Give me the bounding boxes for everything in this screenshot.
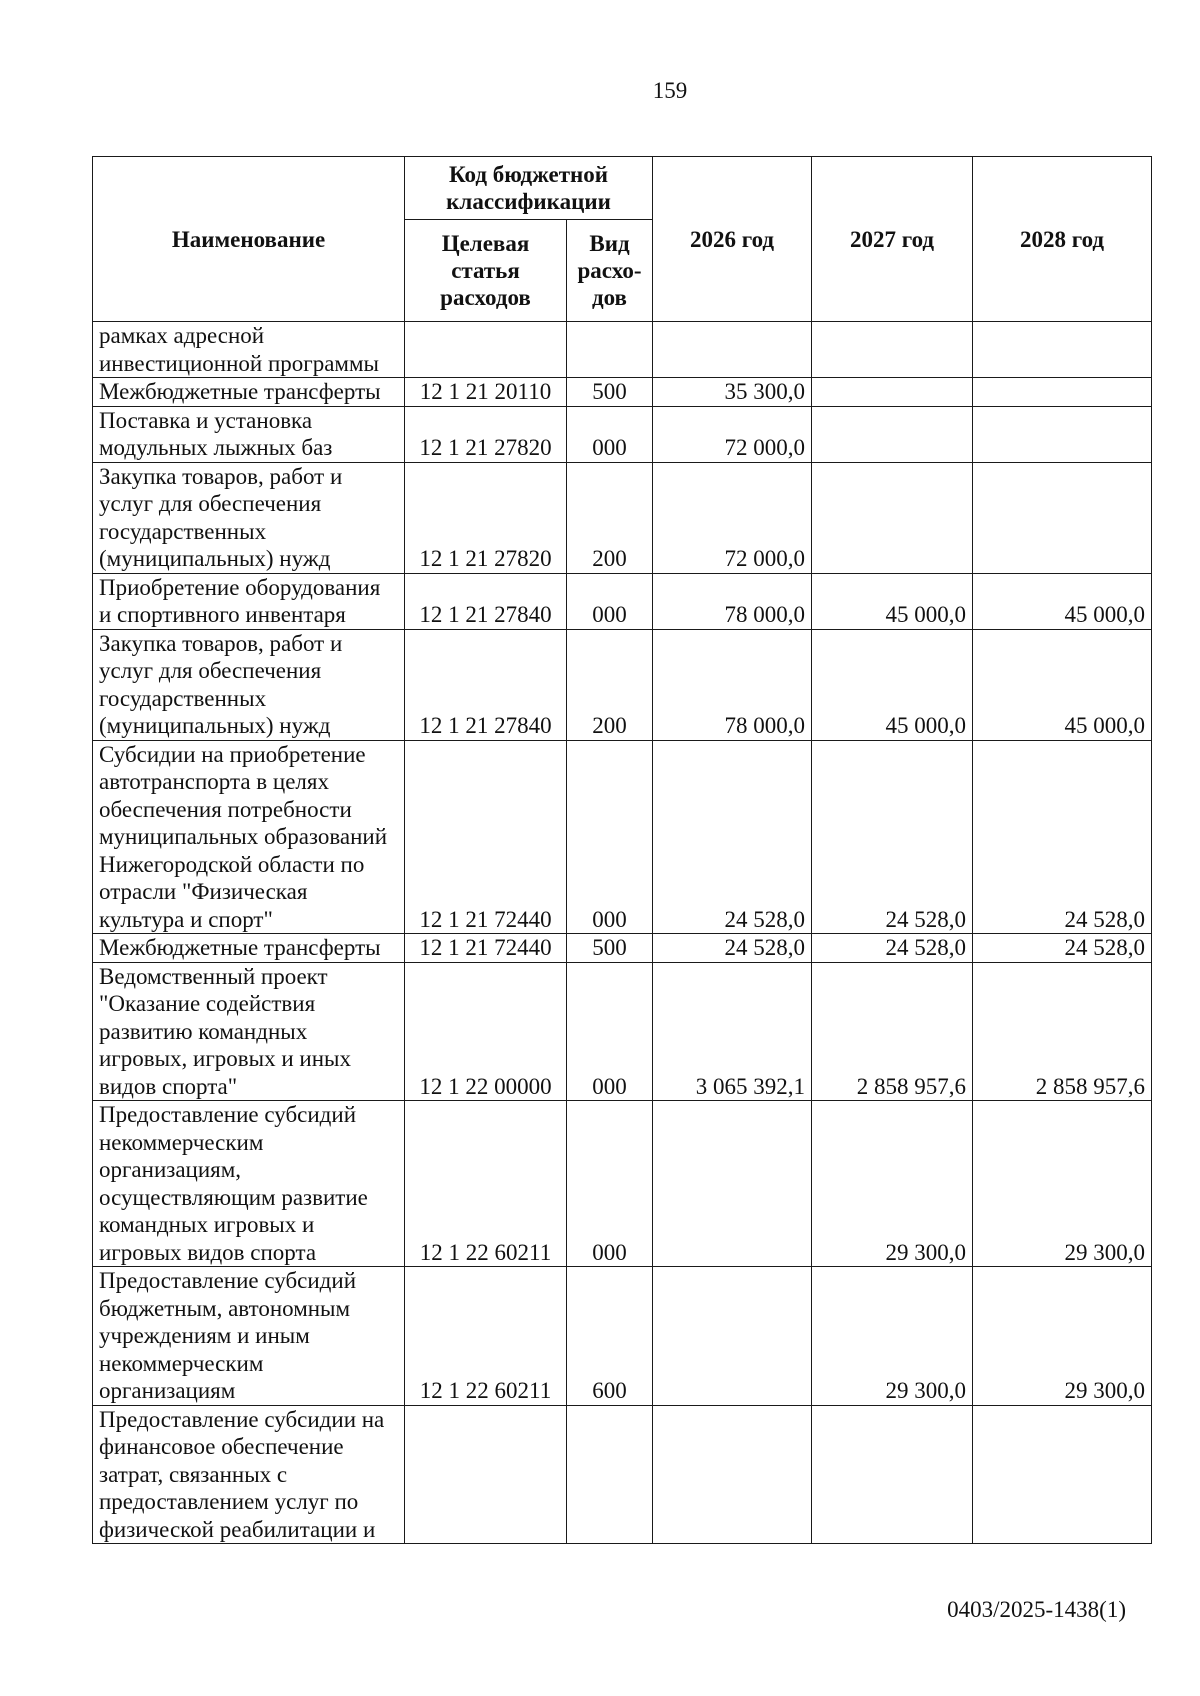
cell-2026 bbox=[653, 1267, 812, 1406]
page-number: 159 bbox=[652, 78, 688, 103]
cell-2026: 3 065 392,1 bbox=[653, 962, 812, 1101]
cell-2028 bbox=[973, 1405, 1152, 1544]
cell-2027: 29 300,0 bbox=[812, 1267, 973, 1406]
cell-target-code: 12 1 21 72440 bbox=[405, 934, 567, 963]
cell-target-code bbox=[405, 322, 567, 378]
cell-target-code: 12 1 21 27820 bbox=[405, 406, 567, 462]
cell-expense-kind: 600 bbox=[567, 1267, 653, 1406]
cell-2028: 2 858 957,6 bbox=[973, 962, 1152, 1101]
cell-2027: 45 000,0 bbox=[812, 573, 973, 629]
table-row bbox=[93, 378, 1152, 407]
header-2028: 2028 год bbox=[973, 157, 1152, 322]
cell-2027: 24 528,0 bbox=[812, 740, 973, 934]
cell-name: Межбюджетные трансферты bbox=[93, 934, 405, 963]
cell-2026: 24 528,0 bbox=[653, 934, 812, 963]
table-row bbox=[93, 962, 1152, 1101]
cell-2026 bbox=[653, 1101, 812, 1267]
budget-table bbox=[92, 156, 1152, 1544]
cell-2028: 29 300,0 bbox=[973, 1101, 1152, 1267]
cell-target-code: 12 1 21 27820 bbox=[405, 462, 567, 573]
cell-expense-kind: 000 bbox=[567, 962, 653, 1101]
cell-2027: 45 000,0 bbox=[812, 629, 973, 740]
cell-2028: 45 000,0 bbox=[973, 629, 1152, 740]
cell-target-code: 12 1 22 00000 bbox=[405, 962, 567, 1101]
header-kind: Вид расхо-дов bbox=[567, 220, 653, 322]
cell-2028: 24 528,0 bbox=[973, 934, 1152, 963]
cell-2026 bbox=[653, 322, 812, 378]
cell-name: Межбюджетные трансферты bbox=[93, 378, 405, 407]
table-row bbox=[93, 740, 1152, 934]
cell-expense-kind: 200 bbox=[567, 462, 653, 573]
table-row bbox=[93, 462, 1152, 573]
cell-target-code: 12 1 21 20110 bbox=[405, 378, 567, 407]
cell-2028: 29 300,0 bbox=[973, 1267, 1152, 1406]
header-name: Наименование bbox=[93, 157, 405, 322]
cell-name: Предоставление субсидии на финансовое обеспечение затрат, связанных с предоставлением услуг по физической реабилитации и bbox=[93, 1405, 405, 1544]
cell-2026 bbox=[653, 1405, 812, 1544]
cell-target-code: 12 1 22 60211 bbox=[405, 1101, 567, 1267]
cell-2026: 78 000,0 bbox=[653, 629, 812, 740]
cell-2026: 72 000,0 bbox=[653, 406, 812, 462]
cell-expense-kind: 000 bbox=[567, 406, 653, 462]
cell-target-code bbox=[405, 1405, 567, 1544]
cell-expense-kind bbox=[567, 1405, 653, 1544]
cell-target-code: 12 1 21 27840 bbox=[405, 629, 567, 740]
header-target: Целевая статья расходов bbox=[405, 220, 567, 322]
cell-name: Предоставление субсидий некоммерческим организациям, осуществляющим развитие командных игровых и игровых видов спорта bbox=[93, 1101, 405, 1267]
table-row bbox=[93, 406, 1152, 462]
cell-2027 bbox=[812, 378, 973, 407]
table-row bbox=[93, 322, 1152, 378]
table-row bbox=[93, 934, 1152, 963]
cell-name: Субсидии на приобретение автотранспорта в целях обеспечения потребности муниципальных образований Нижегородской области по отрасли "Физическая культура и спорт" bbox=[93, 740, 405, 934]
cell-name: рамках адресной инвестиционной программы bbox=[93, 322, 405, 378]
cell-2028: 45 000,0 bbox=[973, 573, 1152, 629]
cell-expense-kind: 000 bbox=[567, 1101, 653, 1267]
document-id: 0403/2025-1438(1) bbox=[947, 1597, 1126, 1622]
header-2026: 2026 год bbox=[653, 157, 812, 322]
cell-expense-kind: 000 bbox=[567, 740, 653, 934]
cell-2027: 24 528,0 bbox=[812, 934, 973, 963]
cell-name: Ведомственный проект "Оказание содействия развитию командных игровых, игровых и иных видов спорта" bbox=[93, 962, 405, 1101]
header-2027: 2027 год bbox=[812, 157, 973, 322]
cell-2026: 35 300,0 bbox=[653, 378, 812, 407]
cell-2027 bbox=[812, 1405, 973, 1544]
table-row bbox=[93, 1405, 1152, 1544]
cell-2028 bbox=[973, 322, 1152, 378]
cell-2027: 2 858 957,6 bbox=[812, 962, 973, 1101]
cell-target-code: 12 1 21 72440 bbox=[405, 740, 567, 934]
cell-2028: 24 528,0 bbox=[973, 740, 1152, 934]
cell-2027 bbox=[812, 406, 973, 462]
cell-name: Поставка и установка модульных лыжных баз bbox=[93, 406, 405, 462]
header-code-group: Код бюджетной классификации bbox=[405, 157, 653, 220]
cell-expense-kind: 200 bbox=[567, 629, 653, 740]
cell-name: Закупка товаров, работ и услуг для обеспечения государственных (муниципальных) нужд bbox=[93, 462, 405, 573]
cell-name: Закупка товаров, работ и услуг для обеспечения государственных (муниципальных) нужд bbox=[93, 629, 405, 740]
cell-2028 bbox=[973, 462, 1152, 573]
cell-2027 bbox=[812, 322, 973, 378]
cell-name: Приобретение оборудования и спортивного инвентаря bbox=[93, 573, 405, 629]
cell-expense-kind: 500 bbox=[567, 378, 653, 407]
cell-2026: 72 000,0 bbox=[653, 462, 812, 573]
cell-target-code: 12 1 21 27840 bbox=[405, 573, 567, 629]
cell-expense-kind: 000 bbox=[567, 573, 653, 629]
cell-name: Предоставление субсидий бюджетным, автономным учреждениям и иным некоммерческим организациям bbox=[93, 1267, 405, 1406]
cell-2026: 78 000,0 bbox=[653, 573, 812, 629]
cell-expense-kind bbox=[567, 322, 653, 378]
cell-2028 bbox=[973, 378, 1152, 407]
cell-2026: 24 528,0 bbox=[653, 740, 812, 934]
table-row bbox=[93, 1101, 1152, 1267]
cell-target-code: 12 1 22 60211 bbox=[405, 1267, 567, 1406]
table-row bbox=[93, 629, 1152, 740]
cell-2027: 29 300,0 bbox=[812, 1101, 973, 1267]
cell-2027 bbox=[812, 462, 973, 573]
cell-2028 bbox=[973, 406, 1152, 462]
cell-expense-kind: 500 bbox=[567, 934, 653, 963]
table-body bbox=[93, 322, 1152, 1544]
table-row bbox=[93, 573, 1152, 629]
table-row bbox=[93, 1267, 1152, 1406]
